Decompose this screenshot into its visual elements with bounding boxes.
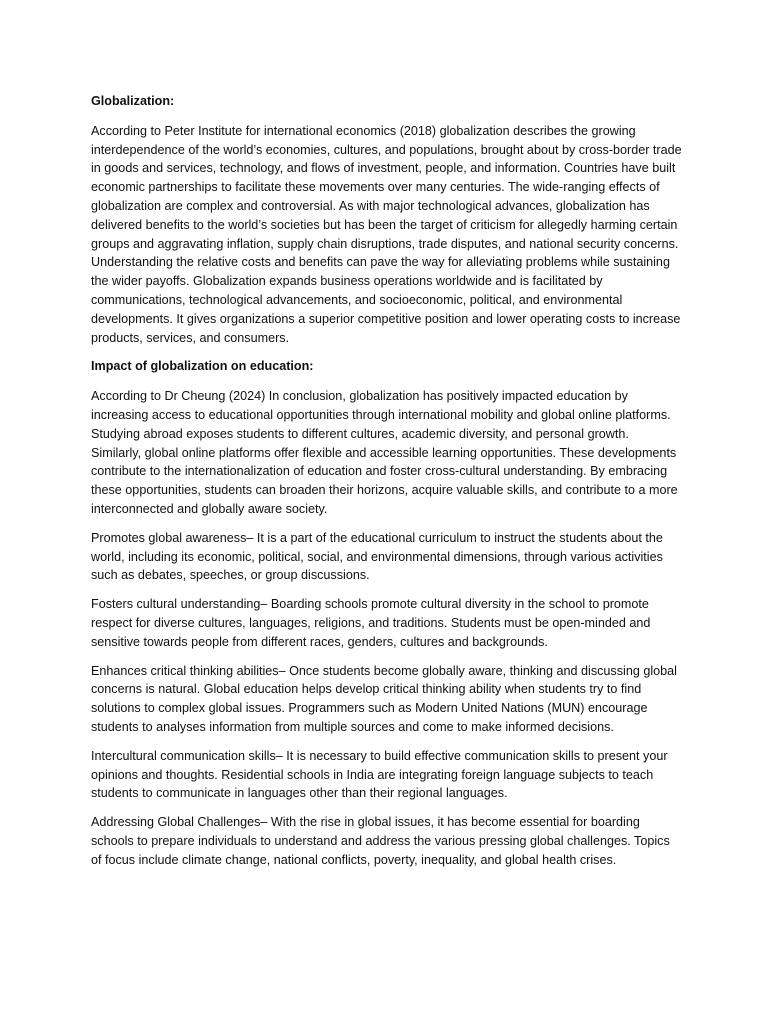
paragraph-intercultural-communication: Intercultural communication skills– It is necessary to build effective communication skills to present your opinions and thoughts. Residential schools in India are integrating foreign language subjects to teach students to communicate in languages other than their regional languages. [91,748,668,801]
heading-impact-on-education: Impact of globalization on education: [91,359,314,374]
paragraph-impact-on-education: According to Dr Cheung (2024) In conclusion, globalization has positively impacted education by increasing access to educational opportunities through international mobility and global online platforms. Studying abroad exposes students to different cultures, academic diversity, and personal growth. Similarly, global online platforms offer flexible and accessible learning opportunities. These developments contribute to the internationalization of education and foster cross-cultural understanding. By embracing these opportunities, students can broaden their horizons, acquire valuable skills, and contribute to a more interconnected and globally aware society. [91,389,678,516]
paragraph-global-challenges: Addressing Global Challenges– With the rise in global issues, it has become essential for boarding schools to prepare individuals to understand and address the various pressing global challenges. Topics of focus include climate change, national conflicts, poverty, inequality, and global health crises. [91,815,670,867]
paragraph-cultural-understanding: Fosters cultural understanding– Boarding schools promote cultural diversity in the school to promote respect for diverse cultures, languages, religions, and traditions. Students must be open-minded and sensitive towards people from different races, genders, cultures and backgrounds. [91,597,651,649]
paragraph-globalization: According to Peter Institute for international economics (2018) globalization describes the growing interdependence of the world’s economies, cultures, and populations, brought about by cross-border trade in goods and services, technology, and flows of investment, people, and information. Countries have built economic partnerships to facilitate these movements over many centuries. The wide-ranging effects of globalization are complex and controversial. As with major technological advances, globalization has delivered benefits to the world’s societies but has been the target of criticism for allegedly harming certain groups and aggravating inflation, supply chain disruptions, trade disputes, and national security concerns. Understanding the relative costs and benefits can pave the way for alleviating problems while sustaining the wider payoffs. Globalization expands business operations worldwide and is facilitated by communications, technological advancements, and socioeconomic, political, and environmental developments. It gives organizations a superior competitive position and lower operating costs to increase products, services, and consumers. [91,123,682,345]
heading-globalization: Globalization: [91,94,175,108]
paragraph-critical-thinking: Enhances critical thinking abilities– Once students become globally aware, thinking and discussing global concerns is natural. Global education helps develop critical thinking ability when students try to find solutions to complex global issues. Programmers such as Modern United Nations (MUN) encourage students to analyses information from multiple sources and come to make informed decisions. [91,663,677,734]
paragraph-global-awareness: Promotes global awareness– It is a part of the educational curriculum to instruct the students about the world, including its economic, political, social, and environmental dimensions, through various activities such as debates, speeches, or group discussions. [91,530,663,583]
